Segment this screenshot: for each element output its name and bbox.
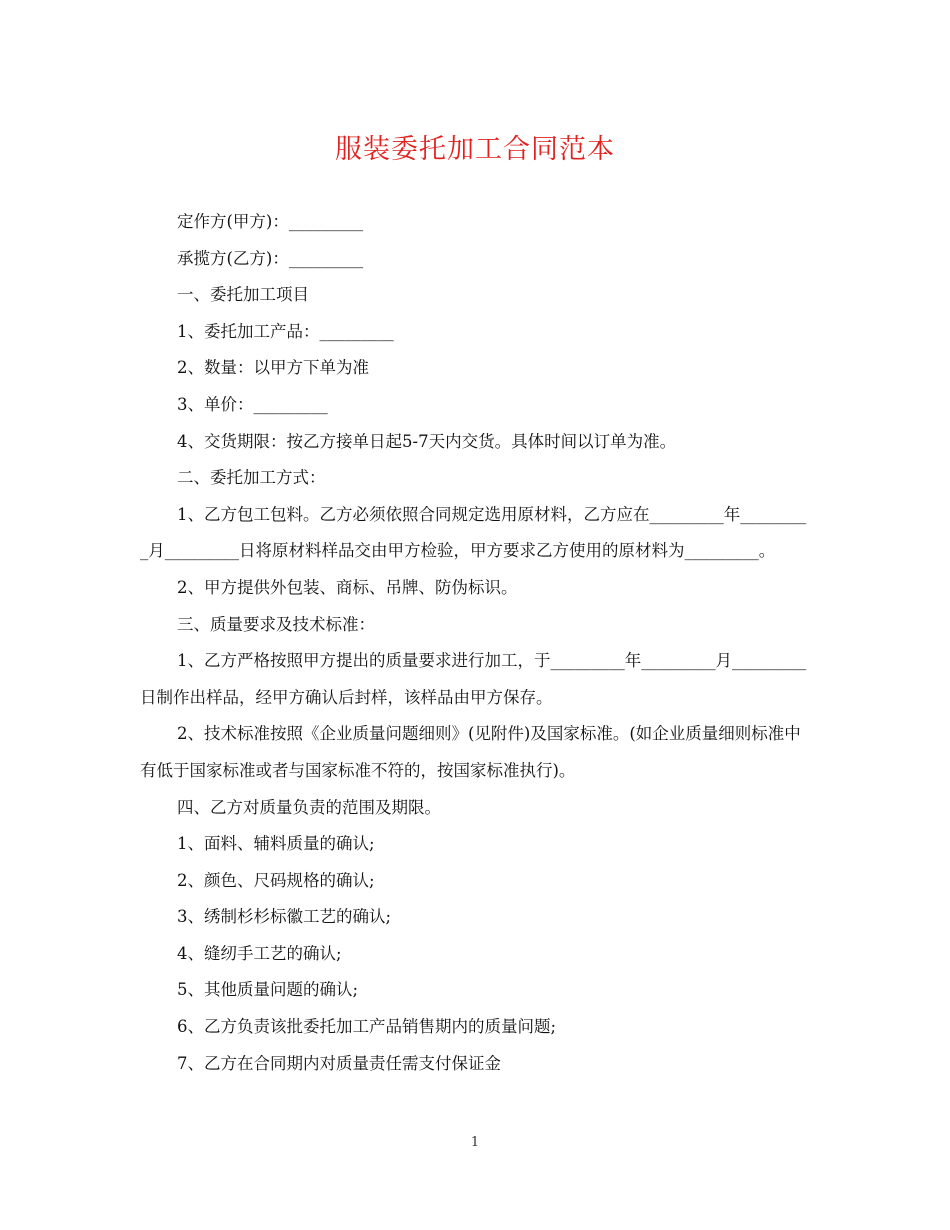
paragraph: 4、缝纫手工艺的确认; xyxy=(177,943,342,963)
paragraph: 1、委托加工产品：_________ xyxy=(177,321,394,341)
section-heading: 三、质量要求及技术标准： xyxy=(177,614,375,634)
paragraph: 2、数量：以甲方下单为准 xyxy=(177,358,369,378)
section-heading: 四、乙方对质量负责的范围及期限。 xyxy=(177,797,441,817)
paragraph: 3、绣制杉杉标徽工艺的确认; xyxy=(177,907,392,927)
paragraph: 2、甲方提供外包装、商标、吊牌、防伪标识。 xyxy=(177,577,518,597)
paragraph: 2、颜色、尺码规格的确认; xyxy=(177,870,375,890)
paragraph: 4、交货期限：按乙方接单日起5-7天内交货。具体时间以订单为准。 xyxy=(177,431,677,451)
document-body xyxy=(140,204,812,1082)
paragraph: 定作方(甲方)：_________ xyxy=(177,212,364,231)
paragraph: 1、乙方包工包料。乙方必须依照合同规定选用原材料，乙方应在_________年_________月_________日将原材料样品交由甲方检验，甲方要求乙方使用的原材料为_________。 xyxy=(140,504,807,561)
paragraph: 7、乙方在合同期内对质量责任需支付保证金 xyxy=(177,1053,501,1073)
paragraph: 6、乙方负责该批委托加工产品销售期内的质量问题; xyxy=(177,1017,557,1037)
paragraph: 承揽方(乙方)：_________ xyxy=(177,248,364,268)
paragraph: 5、其他质量问题的确认; xyxy=(177,980,359,1000)
paragraph: 1、面料、辅料质量的确认; xyxy=(177,834,375,854)
paragraph: 2、技术标准按照《企业质量问题细则》(见附件)及国家标准。(如企业质量细则标准中有低于国家标准或者与国家标准不符的，按国家标准执行)。 xyxy=(140,724,801,780)
document-title: 服装委托加工合同范本 xyxy=(335,134,615,165)
paragraph: 3、单价：_________ xyxy=(177,394,328,414)
section-heading: 二、委托加工方式： xyxy=(177,468,326,488)
page-number: 1 xyxy=(470,1135,480,1150)
section-heading: 一、委托加工项目 xyxy=(177,285,309,305)
paragraph: 1、乙方严格按照甲方提出的质量要求进行加工，于_________年_________月_________日制作出样品，经甲方确认后封样，该样品由甲方保存。 xyxy=(140,651,807,707)
